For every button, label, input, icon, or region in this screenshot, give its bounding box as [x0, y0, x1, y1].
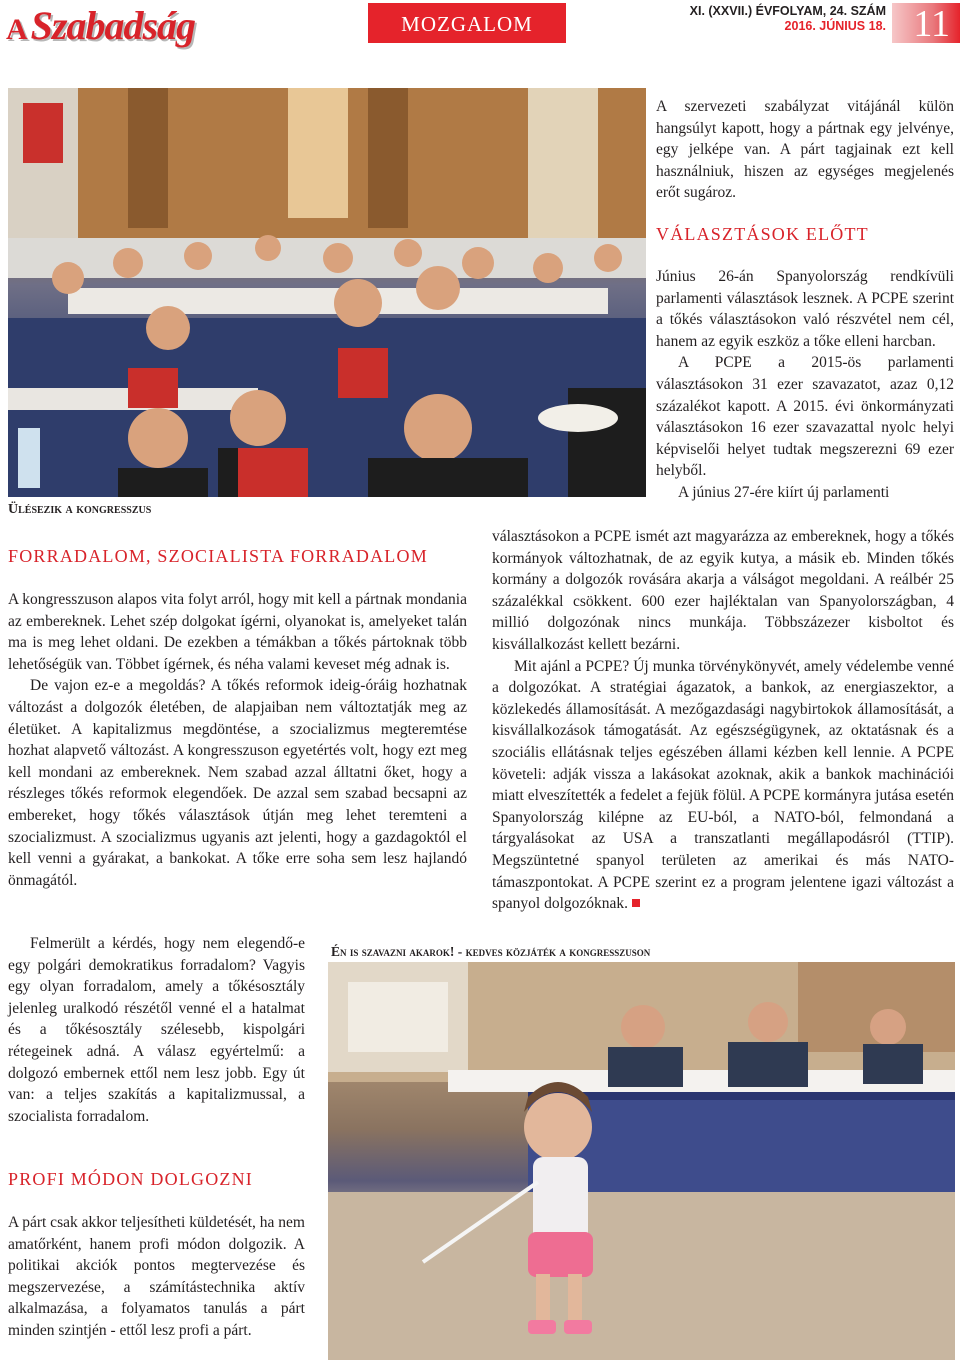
edition-info: [560, 4, 886, 34]
end-mark-icon: [632, 899, 640, 907]
page-header: [0, 0, 960, 50]
newspaper-logo: A Szabadság: [6, 3, 196, 48]
profi-block: [8, 1212, 305, 1342]
section-label: MOZGALOM: [368, 3, 566, 43]
heading-forradalom: FORRADALOM, SZOCIALISTA FORRADALOM: [8, 546, 428, 566]
page-number: 11: [892, 3, 960, 43]
photo2-caption: Én is szavazni akarok! - kedves közjáték a kongresszuson: [331, 944, 651, 959]
org-rules-paragraph: [656, 96, 954, 204]
org-rules-text: A szervezeti szabályzat vitájánál külön hangsúlyt kapott, hogy a pártnak egy jelvénye, egy jelképe van. A párt tagjainak ezt kell használniuk, hiszen az egységes megjelenés erőt sugároz.: [656, 98, 954, 202]
edition-volume: XI. (XXVII.) ÉVFOLYAM, 24. SZÁM: [689, 4, 886, 18]
profi-p1: A párt csak akkor teljesítheti küldetését, ha nem amatőrként, hanem profi módon dolgozik. A politikai akciók pontos megtervezése és megszervezése, a számítástechnika aktív alkalmazása, a folyamatos tanulás a párt minden szintjén - ettől lesz profi a párt.: [8, 1214, 305, 1339]
heading-profi: PROFI MÓDON DOLGOZNI: [8, 1169, 254, 1189]
valasztasok-block-top: [656, 266, 954, 504]
congress-photo: [8, 88, 646, 497]
valasztasok-p3-rest: választásokon a PCPE ismét azt magyarázza az embereknek, hogy a tőkés kormányok változhatnak, de az egyik kutya, a másik eb. Minden tőkés kormány a dolgozók rovására akarja a válságot megoldani. A reálbér 25 százalékkal csökkent. 600 ezer hajléktalan van Spanyolországban, 4 millió dolgozónak nincs munkája. Többszázezer kisboltot és kisvállalkozást kellett bezárni.: [492, 528, 954, 653]
forradalom-block-wide: [8, 589, 467, 891]
valasztasok-p3-start: A június 27-ére kiírt új parlamenti: [678, 483, 890, 501]
child-photo-drawing: [328, 962, 955, 1360]
valasztasok-p2: A PCPE a 2015-ös parlamenti választásokon 31 ezer szavazatot, azaz 0,12 százalékot kapott. A 2015. évi önkormányzati választásokon 16 ezer szavazattal nyolc helyi képviselői helyet tudtak megszerezni 69 ezer helyből.: [656, 354, 954, 480]
congress-photo-drawing: [8, 88, 646, 497]
heading-valasztasok: VÁLASZTÁSOK ELŐTT: [656, 224, 869, 244]
forradalom-p1: A kongresszuson alapos vita folyt arról, hogy mit kell a pártnak mondania az embereknek. Lehet szép dolgokat ígérni, olyanokat is, amelyeket talán ma is meg lehet oldani. De ezekben a témákban a tőkés pártoknak több lehetőségük van. Többet ígérnek, és néha valami keveset még adnak is.: [8, 591, 467, 673]
valasztasok-p1: Június 26-án Spanyolország rendkívüli parlamenti választások lesznek. A PCPE szerint a tőkés választásokon való részvétel nem cél, hanem az egyik eszköz a tőke elleni harcban.: [656, 268, 954, 350]
edition-date: 2016. JÚNIUS 18.: [784, 19, 886, 33]
valasztasok-block-wide: [492, 526, 954, 915]
forradalom-block-narrow: [8, 933, 305, 1127]
forradalom-p2: De vajon ez-e a megoldás? A tőkés reformok ideig-óráig hozhatnak változást a dolgozók életében, de alapjaiban nem változtatják meg az életüket. A kapitalizmus megdöntése, a szocializmus megteremtése hozhat alapvető változást. A kongresszuson egyetértés volt, hogy ezt meg kell mondani az embereknek. Nem szabad azzal álltatni őket, hogy a részleges tőkés reformok elegendőek. De azzal sem szabad becsapni az embereket, hogy tőkés választások útján meg lehet teremteni a szocializmust. A szocializmus ugyanis azt jelenti, hogy a gazdagoktól el kell venni a gyárakat, a bankokat. A tőke erre soha sem lesz hajlandó önmagától.: [8, 677, 467, 889]
photo1-caption: Ülésezik a kongresszus: [8, 502, 152, 517]
valasztasok-p4: Mit ajánl a PCPE? Új munka törvénykönyvét, amely védelembe venné a dolgozókat. A stratégiai ágazatok, a bankok, az energiaszektor, a közlekedés államosítását. A mezőgazdasági nagybirtokok államosítását, a kisvállalkozások támogatását. Az egészségügynek, az oktatásnak és a szociális ellátásnak teljes egészében állami kézben kell lennie. A PCPE követeli: adják vissza a lakásokat azoknak, akik a bankok machinációi miatt elveszítették a fedelet a fejük fölül. A PCPE kormányra jutása esetén Spanyolország kilépne az EU-ból, a NATO-ból, felmondaná a tárgyalásokat az USA a transzatlanti megállapodásról (TTIP). Megszüntetné spanyol területen az amerikai és más NATO-támaszpontokat. A PCPE szerint ez a program jelentene igazi változást a spanyol dolgozóknak.: [492, 657, 954, 913]
forradalom-p3: Felmerült a kérdés, hogy nem elegendő-e egy polgári demokratikus forradalom? Vagyis egy olyan forradalom, amely a tőkésosztály jelenleg uralkodó részétől venné el a hatalmat és a tőkésosztály szélesebb, kispolgári rétegeinek adná. A válasz egyértelmű: a dolgozó embernek ettől nem lesz jobb. Egy út van: a teljes szakítás a kapitalizmussal, a szocialista forradalom.: [8, 935, 305, 1125]
child-photo: [328, 962, 955, 1360]
